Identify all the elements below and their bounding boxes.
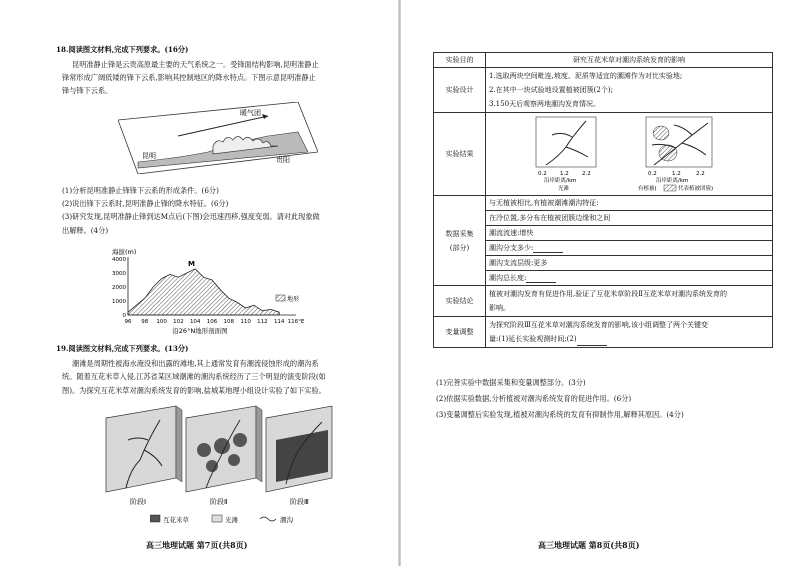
profile-x-tick: 106: [206, 319, 218, 325]
experiment-table: [433, 52, 773, 348]
right-tick: 0.2: [648, 171, 657, 177]
table-row: [434, 68, 773, 113]
right-footer: 高三地理试题 第8页(共8页): [538, 540, 640, 550]
profile-x-tick: 96: [124, 319, 132, 325]
data-item-row: [486, 271, 772, 285]
data-item: 潮流流速:增快: [486, 226, 772, 241]
purpose-label: 实验目的: [434, 53, 486, 68]
data-label-sub: (部分): [449, 243, 470, 252]
legend-bare-label: 光滩: [225, 516, 238, 524]
profile-y-tick: 1000: [112, 299, 126, 305]
q18-subq-3: (3)研究发现,昆明准静止锋到达M点后(下图)会迅速西移,强度变弱。请对此现象做: [62, 212, 320, 221]
legend-terrain-swatch: [276, 295, 285, 301]
profile-caption: 沿26°N地形剖面图: [172, 327, 228, 335]
q19-subq-1: (1)完善实验中数据采集和变量调整部分。(3分): [436, 378, 586, 387]
grass-cluster: [214, 438, 230, 454]
right-tick: 2.2: [696, 171, 705, 177]
q18-subq-2: (2)说出锋下云系时,昆明准静止锋的降水特征。(6分): [62, 199, 229, 208]
q19-para-line: 潮滩是周期性被海水淹没和出露的滩地,其上通常发育有潮流侵蚀形成的潮沟系: [72, 359, 319, 368]
profile-y-tick: 2000: [112, 285, 126, 291]
right-axis-caption: 沿岸距离/km: [656, 178, 689, 184]
stage-1-panel: [106, 406, 182, 492]
q18-para-line: 锋与锋下云系。: [62, 86, 113, 95]
profile-x-tick: 104: [189, 319, 201, 325]
stage-3-label: 阶段Ⅲ: [290, 498, 309, 506]
left-tick: 0.2: [538, 171, 547, 177]
airflow-label: 暖气团: [240, 109, 261, 117]
stage-2-label: 阶段Ⅱ: [210, 498, 228, 506]
tidal-stage-figure: [100, 400, 340, 512]
answer-blank[interactable]: [533, 245, 563, 253]
point-m-label: M: [188, 259, 195, 268]
profile-x-tick: 110: [240, 319, 251, 325]
variable-line-row: [489, 332, 769, 346]
data-item: 潮沟总长度:: [489, 274, 527, 282]
legend-grass-label: 互花米草: [163, 516, 189, 524]
guiyang-label: 贵阳: [276, 156, 290, 164]
grass-cluster: [228, 454, 240, 466]
terrain-profile-chart: [100, 245, 320, 335]
variable-label: 变量调整: [434, 317, 486, 348]
profile-x-tick: 114: [273, 319, 285, 325]
q18-para-line: 锋常形成广阔低矮的锋下云系,影响其控制地区的降水特点。下图示意昆明准静止: [62, 73, 316, 82]
legend-grass-swatch: [150, 515, 160, 522]
design-label: 实验设计: [434, 68, 486, 113]
grass-cluster: [206, 460, 218, 472]
legend-creek-swatch: [260, 517, 276, 521]
q19-para-line: 统。随着互花米草入侵,江苏省某区域潮滩的潮沟系统经历了三个明显的演变阶段(如: [62, 372, 326, 381]
tidal-stage-legend: [150, 513, 330, 525]
profile-x-tick: 100: [156, 319, 167, 325]
design-line: 2.在其中一块试验地设置植被团簇(2个);: [489, 86, 613, 94]
left-tick: 2.2: [582, 171, 591, 177]
stage-3-panel: [266, 406, 332, 492]
legend-veg-swatch: [664, 185, 676, 191]
grass-cluster: [233, 433, 247, 447]
left-footer: 高三地理试题 第7页(共8页): [146, 540, 248, 550]
data-intro: 与无植被相比,有植被潮滩潮沟特征:: [486, 196, 772, 211]
profile-y-tick: 3000: [112, 271, 126, 277]
table-row: [434, 113, 773, 196]
q18-subq-3b: 出解释。(4分): [62, 226, 109, 235]
right-sub-caption: 有植被(: [638, 186, 657, 192]
answer-blank[interactable]: [526, 275, 556, 283]
design-line: 3.150天后观察两地潮沟发育情况。: [489, 100, 601, 108]
front-diagram: [118, 102, 318, 174]
data-item: 潮沟支流层级:更多: [486, 256, 772, 271]
profile-y-tick: 4000: [112, 257, 126, 263]
profile-y-tick: 0: [122, 313, 126, 319]
right-tick: 1.2: [672, 171, 681, 177]
data-item: 潮沟分支多少:: [489, 244, 534, 252]
profile-x-tick: 116°E: [287, 319, 305, 325]
legend-bare-swatch: [212, 515, 222, 522]
data-label: 数据采集: [445, 229, 474, 238]
data-item-row: [486, 241, 772, 256]
terrain-area: [128, 269, 279, 315]
right-page: [400, 0, 800, 566]
variable-line: 为探究阶段Ⅲ互花米草对潮沟系统发育的影响,该小组调整了两个关键变: [489, 321, 708, 329]
q18-para-line: 昆明准静止锋是云贵高原最主要的天气系统之一。受锋面结构影响,昆明准静止: [72, 60, 319, 69]
profile-x-tick: 108: [223, 319, 235, 325]
design-line: 1.选取两块空间毗连,坡度、泥质等适宜的潮滩作为对比实验地;: [489, 72, 683, 80]
table-row: [434, 53, 773, 68]
profile-x-tick: 102: [173, 319, 184, 325]
left-sub-caption: 光滩: [558, 186, 570, 192]
conclusion-line: 影响。: [489, 304, 510, 312]
profile-x-tick: 112: [257, 319, 268, 325]
left-tick: 1.2: [560, 171, 569, 177]
q19-subq-2: (2)依据实验数据,分析植被对潮沟系统发育的促进作用。(6分): [436, 394, 632, 403]
left-axis-caption: 沿岸距离/km: [544, 178, 577, 184]
q19-header: 19.阅读图文材料,完成下列要求。(13分): [56, 344, 189, 353]
table-row: [434, 196, 773, 286]
conclusion-line: 植被对潮沟发育有促进作用,验证了互花米草阶段Ⅱ互花米草对潮沟系统发育的: [489, 290, 727, 298]
legend-creek-label: 潮沟: [280, 516, 293, 524]
variable-line: 量:(1)延长实验观测时间;(2): [489, 335, 577, 343]
kunming-label: 昆明: [142, 152, 156, 160]
data-item: 在冷位置,多分布在植被团簇边缘和之间: [486, 211, 772, 226]
q19-para-line: 图)。为探究互花米草对潮沟系统发育的影响,盐城某地理小组设计实验了如下实验。: [62, 386, 326, 395]
stage-2-panel: [186, 406, 262, 492]
bare-creek-lines: [546, 121, 588, 165]
answer-blank[interactable]: [577, 338, 607, 346]
result-figures: [486, 113, 772, 193]
stage-1-label: 阶段Ⅰ: [130, 498, 147, 506]
table-row: [434, 286, 773, 317]
profile-ylabel: 海拔(m): [112, 248, 137, 256]
q18-subq-1: (1)分析昆明准静止锋锋下云系的形成条件。(6分): [62, 186, 219, 195]
conclusion-label: 实验结论: [434, 286, 486, 317]
right-sub-caption-2: 代表植被团簇): [678, 186, 714, 192]
purpose-content: 研究互花米草对潮沟系统发育的影响: [486, 53, 773, 68]
result-label: 实验结果: [434, 113, 486, 196]
legend-terrain-label: 地形: [287, 296, 300, 303]
grass-cluster: [197, 443, 211, 457]
table-row: [434, 317, 773, 348]
q19-subq-3: (3)变量调整后实验发现,植被对潮沟系统的发育有抑制作用,解释其原因。(4分): [436, 410, 684, 419]
q18-header: 18.阅读图文材料,完成下列要求。(16分): [56, 45, 189, 54]
vegetation-cluster: [653, 126, 669, 140]
profile-x-tick: 98: [141, 319, 149, 325]
